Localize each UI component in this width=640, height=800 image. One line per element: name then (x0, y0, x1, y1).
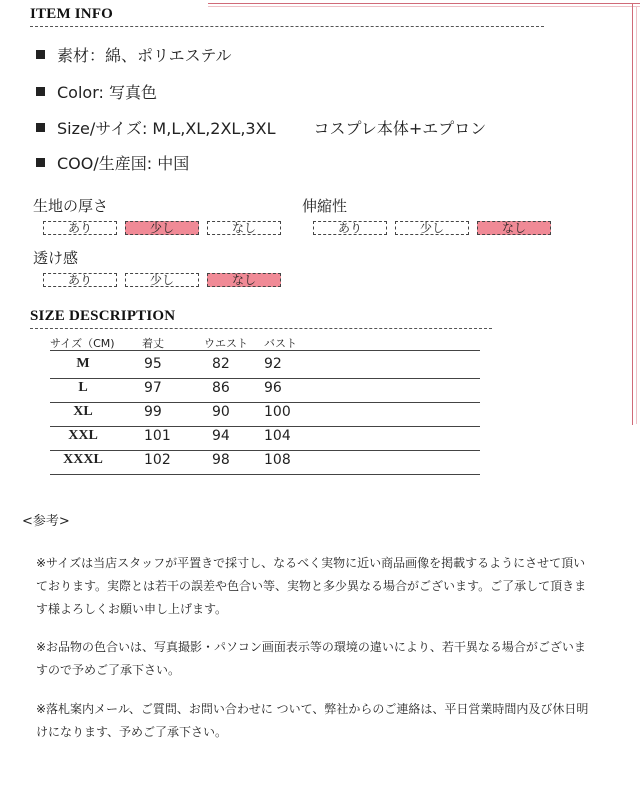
spec-origin (36, 151, 189, 174)
bullet-icon (36, 158, 45, 167)
waist-cell: 90 (212, 404, 230, 420)
row-line (50, 450, 480, 451)
frame-line (208, 3, 640, 4)
bust-cell: 100 (264, 404, 291, 420)
spec-text: 素材：綿、ポリエステル (57, 46, 232, 65)
note-paragraph: ※サイズは当店スタッフが平置きで採寸し、なるべく実物に近い商品画像を掲載するようにさせて頂いております。実際とは若干の誤差や色合い等、実物と多少異なる場合がございます。ご了承して頂きます様よろしくお願い申し上げます。 (36, 556, 587, 616)
thickness-option-ari: あり (43, 221, 117, 235)
row-line (50, 426, 480, 427)
thickness-option-nashi: なし (207, 221, 281, 235)
spec-text: Color: 写真色 (57, 83, 157, 102)
row-line (50, 474, 480, 475)
item-info-title: ITEM INFO (30, 6, 114, 22)
size-cell: L (78, 380, 88, 395)
waist-cell: 86 (212, 380, 230, 396)
table-row (44, 356, 484, 380)
note-paragraph: ※落札案内メール、ご質問、お問い合わせに ついて、弊社からのご連絡は、平日営業時間内及び休日明けになります、予めご了承下さい。 (36, 702, 589, 739)
note-paragraph: ※お品物の色合いは、写真撮影・パソコン画面表示等の環境の違いにより、若干異なる場合がございますので予めご了承下さい。 (36, 640, 586, 677)
spec-material (36, 43, 232, 66)
row-line (50, 378, 480, 379)
stretch-option-sukoshi: 少し (395, 221, 469, 235)
divider (30, 328, 492, 329)
length-cell: 97 (144, 380, 162, 396)
row-line (50, 402, 480, 403)
table-row (44, 404, 484, 428)
size-cell: XXXL (63, 452, 103, 467)
length-cell: 101 (144, 428, 171, 444)
size-cell: XL (73, 404, 93, 419)
sheer-option-ari: あり (43, 273, 117, 287)
waist-cell: 94 (212, 428, 230, 444)
header-line (50, 350, 480, 351)
header-bust: バスト (264, 337, 297, 350)
spec-extra: コスプレ本体+エプロン (313, 119, 487, 138)
frame-line (632, 3, 633, 425)
spec-color (36, 80, 157, 103)
spec-text: COO/生産国: 中国 (57, 154, 190, 173)
size-cell: XXL (68, 428, 98, 443)
thickness-option-sukoshi: 少し (125, 221, 199, 235)
header-length: 着丈 (142, 337, 164, 350)
length-cell: 99 (144, 404, 162, 420)
reference-title: <参考> (22, 514, 70, 529)
sheer-option-sukoshi: 少し (125, 273, 199, 287)
bust-cell: 92 (264, 356, 282, 372)
length-cell: 102 (144, 452, 171, 468)
header-waist: ウエスト (204, 337, 248, 350)
waist-cell: 82 (212, 356, 230, 372)
waist-cell: 98 (212, 452, 230, 468)
size-cell: M (76, 356, 90, 371)
spec-text: Size/サイズ: M,L,XL,2XL,3XL (57, 119, 276, 138)
frame-line (208, 6, 640, 7)
sheer-label: 透け感 (33, 249, 79, 267)
sheer-option-nashi: なし (207, 273, 281, 287)
bullet-icon (36, 87, 45, 96)
table-row (44, 428, 484, 452)
divider (30, 26, 544, 27)
stretch-option-ari: あり (313, 221, 387, 235)
spec-size (36, 116, 486, 139)
bust-cell: 96 (264, 380, 282, 396)
stretch-option-nashi: なし (477, 221, 551, 235)
bust-cell: 108 (264, 452, 291, 468)
bullet-icon (36, 50, 45, 59)
bust-cell: 104 (264, 428, 291, 444)
size-description-title: SIZE DESCRIPTION (30, 308, 176, 324)
length-cell: 95 (144, 356, 162, 372)
frame-line (636, 6, 637, 424)
bullet-icon (36, 123, 45, 132)
table-row (44, 380, 484, 404)
thickness-label: 生地の厚さ (33, 197, 109, 215)
stretch-label: 伸縮性 (302, 197, 348, 215)
table-row (44, 452, 484, 476)
header-size: サイズ（CM) (50, 337, 115, 350)
